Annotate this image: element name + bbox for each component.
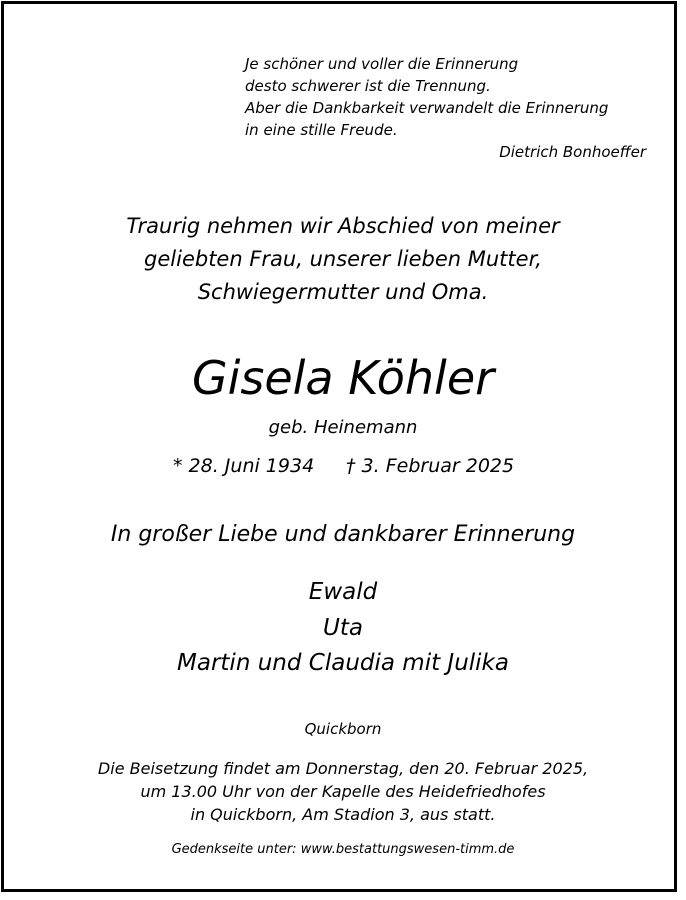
burial-line-3: in Quickborn, Am Stadion 3, aus statt.: [190, 805, 496, 824]
quote-line-4: in eine stille Freude.: [245, 121, 398, 139]
mourner-uta: Uta: [323, 615, 363, 641]
burial-line-1: Die Beisetzung findet am Donnerstag, den 20. Februar 2025,: [97, 759, 589, 778]
quote-author: Dietrich Bonhoeffer: [499, 143, 646, 161]
quote-line-3: Aber die Dankbarkeit verwandelt die Erinnerung: [245, 99, 609, 117]
mourner-ewald: Ewald: [308, 579, 378, 605]
mourner-martin-claudia-julika: Martin und Claudia mit Julika: [177, 650, 509, 676]
quote-line-2: desto schwerer ist die Trennung.: [245, 77, 491, 95]
death-date: † 3. Februar 2025: [346, 455, 515, 477]
mourners-intro: In großer Liebe und dankbarer Erinnerung: [110, 522, 576, 547]
birth-name: geb. Heinemann: [268, 417, 418, 438]
place: Quickborn: [304, 720, 382, 738]
birth-date: * 28. Juni 1934: [173, 455, 315, 477]
quote-line-1: Je schöner und voller die Erinnerung: [245, 55, 519, 73]
intro-line-1: Traurig nehmen wir Abschied von meiner: [126, 214, 560, 238]
memorial-page-link: Gedenkseite unter: www.bestattungswesen-timm.de: [171, 842, 515, 857]
burial-line-2: um 13.00 Uhr von der Kapelle des Heidefriedhofes: [140, 782, 546, 801]
deceased-name: Gisela Köhler: [191, 351, 495, 405]
intro-line-2: geliebten Frau, unserer lieben Mutter,: [144, 247, 542, 271]
intro-line-3: Schwiegermutter und Oma.: [197, 280, 489, 304]
